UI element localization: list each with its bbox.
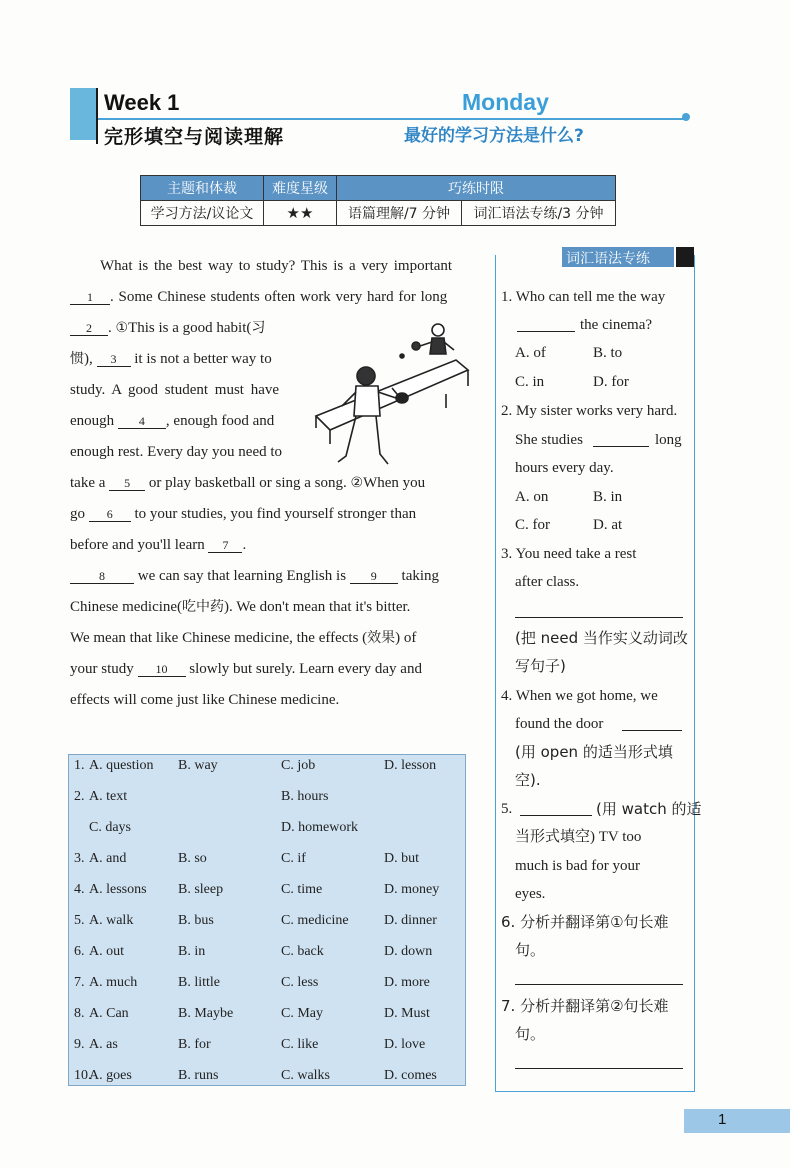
choice[interactable]: C. in bbox=[515, 374, 545, 390]
passage-line: enough 4 , enough food and bbox=[70, 413, 275, 429]
choice[interactable]: A. of bbox=[515, 345, 546, 361]
passage-line: enough rest. Every day you need to bbox=[70, 444, 283, 460]
side-panel-tab bbox=[676, 247, 694, 267]
choice[interactable]: D. at bbox=[593, 517, 623, 533]
info-header-difficulty: 难度星级 bbox=[264, 176, 337, 201]
answer-line[interactable] bbox=[515, 617, 683, 618]
option-a[interactable]: A. much bbox=[89, 975, 138, 990]
info-header-theme: 主题和体裁 bbox=[141, 176, 264, 201]
blank-4[interactable]: 4 bbox=[118, 414, 166, 429]
option-a[interactable]: A. walk bbox=[89, 913, 134, 928]
option-a[interactable]: A. text bbox=[89, 789, 128, 804]
passage-line: study. A good student must have bbox=[70, 382, 280, 398]
option-d[interactable]: D. money bbox=[384, 882, 440, 897]
info-cell-grammar-time: 词汇语法专练/3 分钟 bbox=[462, 201, 616, 226]
option-c[interactable]: C. back bbox=[281, 944, 324, 959]
blank-1[interactable]: 1 bbox=[70, 290, 110, 305]
option-b[interactable]: B. sleep bbox=[178, 882, 224, 897]
answer-line[interactable] bbox=[520, 815, 592, 816]
option-c[interactable]: C. less bbox=[281, 975, 319, 990]
option-a[interactable]: A. and bbox=[89, 851, 127, 866]
passage-line: go 6 to your studies, you find yourself stronger than bbox=[70, 506, 417, 522]
option-num: 2. bbox=[74, 789, 85, 804]
blank-6[interactable]: 6 bbox=[89, 507, 131, 522]
day-label: Monday bbox=[462, 89, 549, 115]
question-4: 4. When we got home, we bbox=[501, 688, 658, 704]
blank-9[interactable]: 9 bbox=[350, 569, 398, 584]
option-num: 4. bbox=[74, 882, 85, 897]
answer-line[interactable] bbox=[593, 446, 649, 447]
option-num: 8. bbox=[74, 1006, 85, 1021]
week-label: Week 1 bbox=[104, 90, 180, 115]
header-accent-bar bbox=[70, 88, 96, 140]
option-b[interactable]: B. Maybe bbox=[178, 1006, 234, 1021]
blank-5[interactable]: 5 bbox=[109, 476, 145, 491]
passage-line: 1 . Some Chinese students often work very hard for long bbox=[70, 287, 447, 307]
option-a[interactable]: A. out bbox=[89, 944, 124, 959]
blank-2[interactable]: 2 bbox=[70, 321, 108, 336]
header-divider-line bbox=[96, 118, 686, 120]
option-b[interactable]: B. bus bbox=[178, 913, 214, 928]
circled-number-1: ① bbox=[115, 320, 129, 336]
topic-title: 最好的学习方法是什么? bbox=[404, 126, 584, 146]
choice[interactable]: A. on bbox=[515, 489, 549, 505]
passage-line: effects will come just like Chinese medicine. bbox=[70, 692, 340, 708]
option-d[interactable]: D. comes bbox=[384, 1068, 437, 1083]
option-c[interactable]: C. May bbox=[281, 1006, 323, 1021]
option-b[interactable]: B. for bbox=[178, 1037, 211, 1052]
option-num: 7. bbox=[74, 975, 85, 990]
answer-line[interactable] bbox=[517, 331, 575, 332]
header-left-line bbox=[96, 88, 98, 144]
option-b[interactable]: B. in bbox=[178, 944, 206, 959]
option-d[interactable]: D. lesson bbox=[384, 758, 437, 773]
option-d[interactable]: D. but bbox=[384, 851, 419, 866]
option-d[interactable]: D. love bbox=[384, 1037, 426, 1052]
answer-line[interactable] bbox=[515, 984, 683, 985]
blank-7[interactable]: 7 bbox=[208, 538, 242, 553]
header-dot bbox=[682, 113, 690, 121]
option-num: 6. bbox=[74, 944, 85, 959]
page-number-bar bbox=[684, 1109, 790, 1133]
info-cell-theme: 学习方法/议论文 bbox=[141, 201, 264, 226]
option-a[interactable]: A. goes bbox=[89, 1068, 132, 1083]
option-a[interactable]: A. question bbox=[89, 758, 154, 773]
option-c[interactable]: C. like bbox=[281, 1037, 319, 1052]
option-c[interactable]: C. days bbox=[89, 820, 131, 835]
question-6: 6. 分析并翻译第①句长难 bbox=[501, 913, 669, 931]
option-c[interactable]: C. job bbox=[281, 758, 316, 773]
passage-line: We mean that like Chinese medicine, the effects (效果) of bbox=[70, 630, 417, 646]
question-5: 5. bbox=[501, 801, 513, 817]
option-b[interactable]: B. hours bbox=[281, 789, 329, 804]
passage-line: take a 5 or play basketball or sing a song. ②When you bbox=[70, 475, 426, 491]
option-d[interactable]: D. down bbox=[384, 944, 433, 959]
option-num: 10. bbox=[74, 1068, 92, 1083]
question-3: 3. You need take a rest bbox=[501, 546, 637, 562]
passage-line: your study 10 slowly but surely. Learn every day and bbox=[70, 661, 422, 677]
option-d[interactable]: D. dinner bbox=[384, 913, 437, 928]
choice[interactable]: C. for bbox=[515, 517, 550, 533]
option-c[interactable]: C. if bbox=[281, 851, 306, 866]
option-b[interactable]: B. way bbox=[178, 758, 218, 773]
option-num: 5. bbox=[74, 913, 85, 928]
option-a[interactable]: A. Can bbox=[89, 1006, 129, 1021]
choice[interactable]: D. for bbox=[593, 374, 629, 390]
answer-line[interactable] bbox=[622, 730, 682, 731]
choice[interactable]: B. in bbox=[593, 489, 623, 505]
question-1: 1. Who can tell me the way bbox=[501, 289, 666, 305]
info-cell-reading-time: 语篇理解/7 分钟 bbox=[337, 201, 462, 226]
passage-line: 2 . ①This is a good habit(习 bbox=[70, 318, 265, 338]
option-b[interactable]: B. runs bbox=[178, 1068, 219, 1083]
option-d[interactable]: D. more bbox=[384, 975, 430, 990]
info-header-time: 巧练时限 bbox=[337, 176, 616, 201]
circled-number-2: ② bbox=[350, 475, 364, 491]
page-number: 1 bbox=[718, 1111, 727, 1128]
option-c[interactable]: C. time bbox=[281, 882, 323, 897]
option-d[interactable]: D. Must bbox=[384, 1006, 430, 1021]
answer-line[interactable] bbox=[515, 1068, 683, 1069]
option-num: 3. bbox=[74, 851, 85, 866]
option-a[interactable]: A. lessons bbox=[89, 882, 147, 897]
option-num: 1. bbox=[74, 758, 85, 773]
passage-line: 惯), 3 it is not a better way to bbox=[70, 351, 272, 367]
option-c[interactable]: C. walks bbox=[281, 1068, 330, 1083]
passage-line: 8 we can say that learning English is 9 taking bbox=[70, 566, 439, 586]
option-num: 9. bbox=[74, 1037, 85, 1052]
blank-8[interactable]: 8 bbox=[70, 569, 134, 584]
passage-line: before and you'll learn 7 . bbox=[70, 537, 247, 553]
choice[interactable]: B. to bbox=[593, 345, 623, 361]
blank-3[interactable]: 3 bbox=[97, 352, 131, 367]
passage-line: Chinese medicine(吃中药). We don't mean that it's bitter. bbox=[70, 599, 411, 615]
ping-pong-illustration bbox=[306, 316, 472, 476]
option-c[interactable]: C. medicine bbox=[281, 913, 349, 928]
option-b[interactable]: B. little bbox=[178, 975, 220, 990]
side-panel-title: 词汇语法专练 bbox=[566, 251, 650, 267]
option-b[interactable]: B. so bbox=[178, 851, 207, 866]
passage-line: What is the best way to study? This is a very important bbox=[100, 258, 453, 274]
info-table bbox=[140, 175, 616, 226]
question-2: 2. My sister works very hard. bbox=[501, 403, 678, 419]
option-a[interactable]: A. as bbox=[89, 1037, 118, 1052]
section-type: 完形填空与阅读理解 bbox=[104, 126, 285, 148]
question-7: 7. 分析并翻译第②句长难 bbox=[501, 997, 669, 1015]
info-cell-stars: ★★ bbox=[264, 201, 337, 226]
option-d[interactable]: D. homework bbox=[281, 820, 358, 835]
blank-10[interactable]: 10 bbox=[138, 662, 186, 677]
